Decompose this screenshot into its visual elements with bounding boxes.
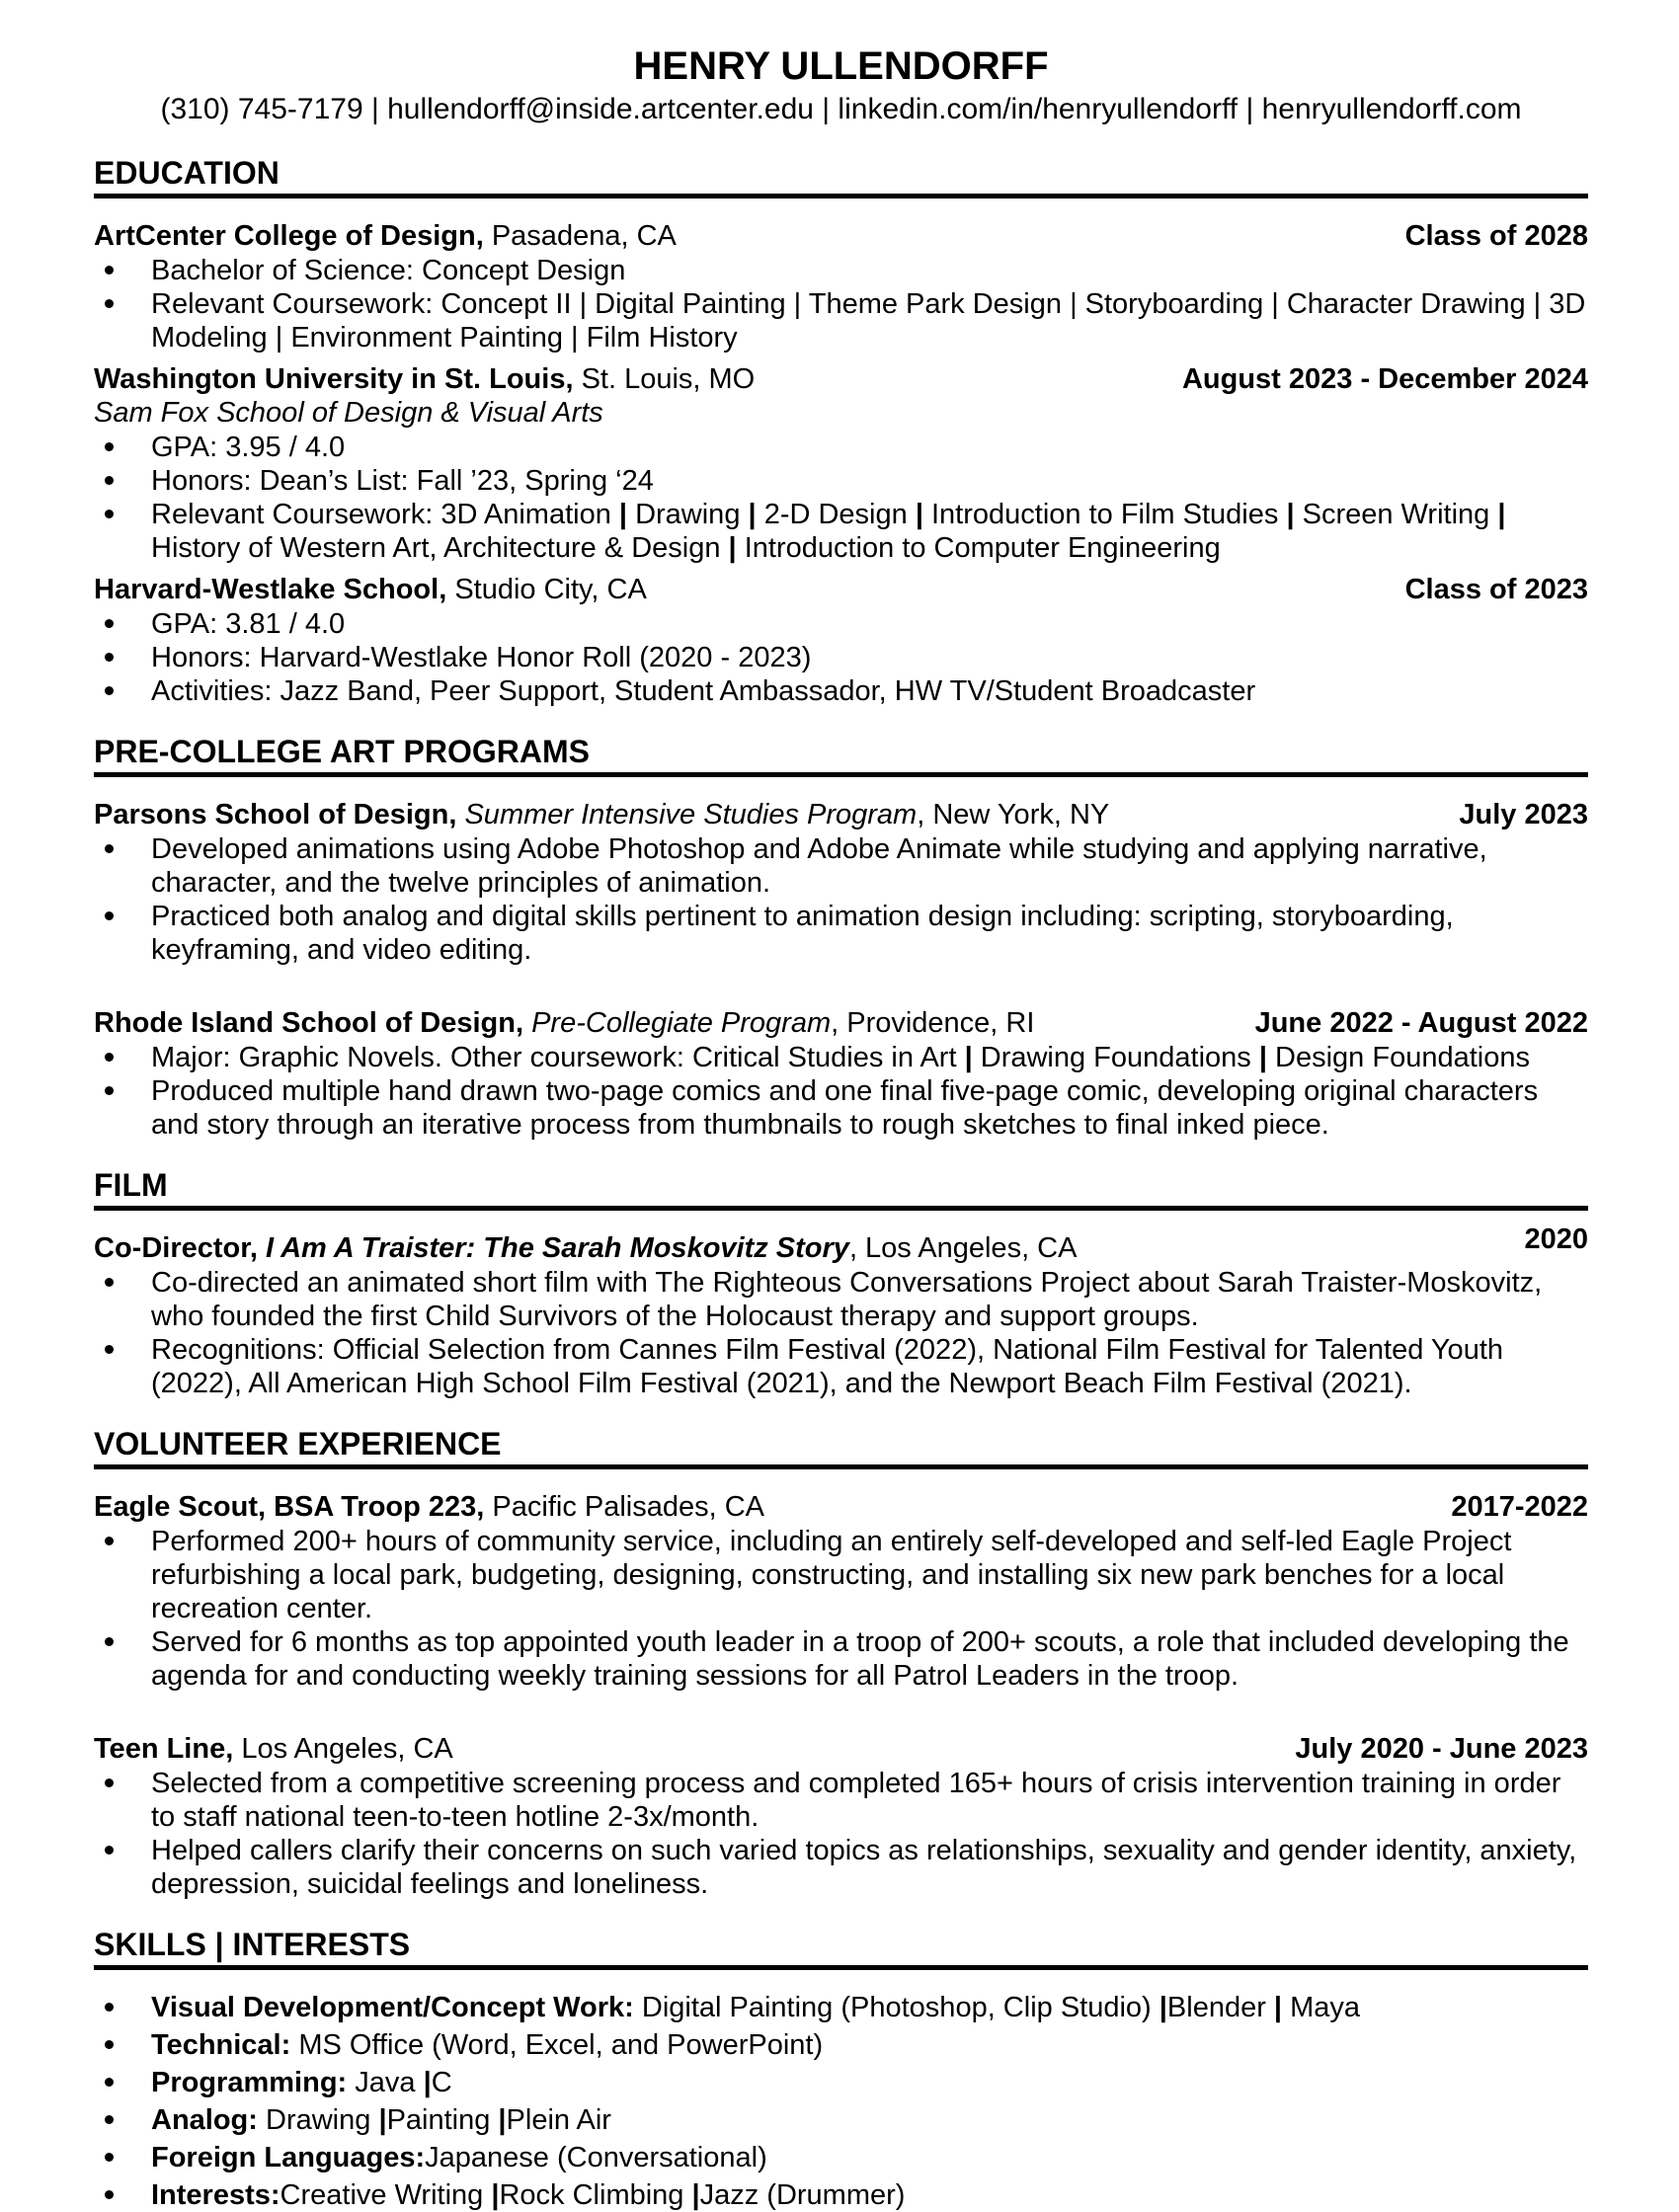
text-run [258, 1232, 266, 1264]
text-run: Introduction to Computer Engineering [736, 532, 1221, 564]
resume-entry [94, 573, 1588, 708]
bullet-list [94, 1991, 1588, 2212]
entry-heading-text [94, 1732, 1271, 1766]
bullet-item [94, 2103, 1588, 2137]
section-title-volunteer-experience: VOLUNTEER EXPERIENCE [94, 1426, 502, 1462]
text-run: Co-Director, [94, 1232, 258, 1264]
bullet-item [94, 1525, 1588, 1625]
text-run: Programming: [151, 2067, 348, 2098]
text-run: Helped callers clarify their concerns on such varied topics as relationships, sexuality and gender identity, anxiety, depression, suicidal feelings and loneliness. [151, 1835, 1577, 1900]
entry-subheading [94, 396, 1588, 430]
text-run: , Los Angeles, CA [848, 1232, 1078, 1264]
contact-line: (310) 745-7179 | hullendorff@inside.artcenter.edu | linkedin.com/in/henryullendorff | henryullendorff.com [160, 93, 1522, 125]
bullet-item [94, 1991, 1588, 2024]
text-run: Java [347, 2067, 424, 2098]
text-run: Jazz (Drummer) [699, 2179, 906, 2211]
text-run: Eagle Scout, BSA Troop 223, [94, 1491, 485, 1523]
entry-date: July 2020 - June 2023 [1295, 1733, 1588, 1765]
entry-heading [94, 362, 1588, 396]
text-run: Honors: Dean’s List: Fall ’23, Spring ‘24 [151, 465, 654, 497]
bullet-marker [105, 2078, 114, 2087]
text-run: Interests: [151, 2179, 280, 2211]
text-run: Major: Graphic Novels. Other coursework: Critical Studies in Art [151, 1042, 965, 1073]
text-run: Relevant Coursework: 3D Animation [151, 499, 619, 530]
bullet-marker [105, 510, 114, 518]
resume-entry [94, 219, 1588, 355]
text-run: Drawing Foundations [972, 1042, 1259, 1073]
text-run: 2-D Design [756, 499, 916, 530]
bullet-marker [105, 442, 114, 451]
bullet-list [94, 431, 1588, 565]
bullet-list [94, 1767, 1588, 1901]
text-run: Blender [1166, 1992, 1274, 2023]
text-run: Produced multiple hand drawn two-page comics and one final five-page comic, developing original characters and story through an iterative process from thumbnails to rough sketches to final inked piece. [151, 1075, 1539, 1141]
text-run: | [1258, 1042, 1267, 1073]
bullet-marker [105, 844, 114, 853]
text-run: Pre-Collegiate Program [531, 1007, 832, 1039]
entry-heading-text [94, 1231, 1500, 1265]
bullet-item [94, 464, 1588, 498]
resume-header [94, 44, 1588, 129]
text-run: Parsons School of Design, [94, 799, 457, 830]
bullet-item [94, 1834, 1588, 1901]
entry-date: Class of 2023 [1404, 574, 1588, 605]
text-run: , Providence, RI [831, 1007, 1035, 1039]
text-run: Developed animations using Adobe Photoshop and Adobe Animate while studying and applying narrative, character, and the twelve principles of animation. [151, 833, 1487, 899]
text-run: Activities: Jazz Band, Peer Support, Student Ambassador, HW TV/Student Broadcaster [151, 675, 1256, 707]
section-entries [94, 219, 1588, 708]
section-divider [94, 772, 1588, 777]
text-run: GPA: 3.81 / 4.0 [151, 608, 346, 640]
bullet-marker [105, 1637, 114, 1646]
text-run: Foreign Languages: [151, 2142, 426, 2173]
text-run: Sam Fox School of Design & Visual Arts [94, 397, 603, 429]
text-run: | [491, 2179, 500, 2211]
text-run: Digital Painting (Photoshop, Clip Studio) [633, 1992, 1159, 2023]
bullet-marker [105, 653, 114, 662]
text-run: St. Louis, MO [573, 363, 756, 395]
text-run: History of Western Art, Architecture & Design [151, 532, 729, 564]
text-run: | [1273, 1992, 1283, 2023]
text-run: Performed 200+ hours of community service, including an entirely self-developed and self-led Eagle Project refurbishing a local park, budgeting, designing, constructing, and installing six new park benches for a local recreation center. [151, 1526, 1512, 1624]
bullet-item [94, 287, 1588, 355]
bullet-item [94, 254, 1588, 287]
text-run: Visual Development/Concept Work: [151, 1992, 634, 2023]
text-run: Pasadena, CA [483, 220, 677, 252]
bullet-item [94, 2178, 1588, 2212]
section-entries [94, 1224, 1588, 1400]
resume-entry [94, 798, 1588, 967]
section-film [94, 1167, 1588, 1400]
bullet-list [94, 1525, 1588, 1693]
section-divider [94, 1965, 1588, 1970]
resume-entry [94, 1224, 1588, 1400]
section-entries [94, 1490, 1588, 1901]
text-run: Recognitions: Official Selection from Cannes Film Festival (2022), National Film Festival for Talented Youth (2022), All American High School Film Festival (2021), and the Newport Beach Film Festival (2021). [151, 1334, 1504, 1399]
entry-heading [94, 1732, 1588, 1766]
bullet-item [94, 641, 1588, 674]
text-run: | [964, 1042, 973, 1073]
section-entries [94, 798, 1588, 1142]
bullet-marker [105, 2003, 114, 2012]
bullet-list [94, 1041, 1588, 1142]
entry-heading-text [94, 1490, 1427, 1524]
text-run: Co-directed an animated short film with The Righteous Conversations Project about Sarah Traister-Moskovitz, who founded the first Child Survivors of the Holocaust therapy and support groups. [151, 1267, 1543, 1332]
bullet-marker [105, 1053, 114, 1062]
text-run: | [1497, 499, 1506, 530]
entry-heading-text [94, 219, 1382, 253]
text-run: I Am A Traister: The Sarah Moskovitz Story [266, 1232, 849, 1264]
entry-heading-text [94, 798, 1435, 831]
entry-heading-text [94, 1006, 1232, 1040]
resume-entry [94, 1991, 1588, 2212]
text-run: Japanese (Conversational) [425, 2142, 767, 2173]
bullet-marker [105, 476, 114, 485]
bullet-item [94, 2066, 1588, 2099]
entry-heading [94, 219, 1588, 253]
section-pre-college-art-programs [94, 734, 1588, 1142]
resume-entry [94, 1006, 1588, 1142]
text-run: Creative Writing [280, 2179, 492, 2211]
bullet-marker [105, 2040, 114, 2049]
text-run: Harvard-Westlake School, [94, 574, 447, 605]
text-run: Relevant Coursework: Concept II | Digital Painting | Theme Park Design | Storyboarding | Character Drawing | 3D Modeling | Environment Painting | Film History [151, 288, 1586, 354]
bullet-item [94, 832, 1588, 900]
section-divider [94, 1206, 1588, 1211]
text-run: Introduction to Film Studies [922, 499, 1287, 530]
text-run: MS Office (Word, Excel, and PowerPoint) [290, 2029, 824, 2061]
text-run: Teen Line, [94, 1733, 234, 1765]
bullet-marker [105, 1278, 114, 1287]
text-run: ArtCenter College of Design, [94, 220, 484, 252]
bullet-item [94, 1333, 1588, 1400]
section-title-education: EDUCATION [94, 155, 280, 191]
bullet-item [94, 1041, 1588, 1074]
bullet-item [94, 607, 1588, 641]
bullet-item [94, 674, 1588, 708]
text-run: | [728, 532, 737, 564]
bullet-list [94, 254, 1588, 355]
entry-date: June 2022 - August 2022 [1254, 1007, 1588, 1039]
text-run: Studio City, CA [446, 574, 647, 605]
text-run: Maya [1282, 1992, 1361, 2023]
section-title-pre-college-art-programs: PRE-COLLEGE ART PROGRAMS [94, 734, 590, 769]
section-divider [94, 1464, 1588, 1469]
bullet-list [94, 607, 1588, 708]
entry-heading [94, 1006, 1588, 1040]
bullet-marker [105, 299, 114, 308]
resume-entry [94, 362, 1588, 565]
bullet-item [94, 1767, 1588, 1834]
text-run: GPA: 3.95 / 4.0 [151, 432, 346, 463]
text-run: | [618, 499, 628, 530]
bullet-marker [105, 2115, 114, 2124]
entry-date: 2020 [1524, 1224, 1588, 1255]
bullet-item [94, 431, 1588, 464]
bullet-item [94, 1266, 1588, 1333]
bullet-item [94, 498, 1588, 565]
section-skills-interests [94, 1927, 1588, 2212]
text-run: Los Angeles, CA [233, 1733, 453, 1765]
text-run [523, 1007, 531, 1039]
text-run: | [378, 2104, 387, 2136]
section-entries [94, 1991, 1588, 2212]
text-run: Analog: [151, 2104, 258, 2136]
text-run: Design Foundations [1266, 1042, 1530, 1073]
text-run: Drawing [627, 499, 749, 530]
bullet-marker [105, 911, 114, 920]
bullet-item [94, 1074, 1588, 1142]
section-title-skills-interests: SKILLS | INTERESTS [94, 1927, 411, 1962]
text-run: Washington University in St. Louis, [94, 363, 574, 395]
text-run: Screen Writing [1294, 499, 1498, 530]
text-run: Bachelor of Science: Concept Design [151, 255, 626, 286]
bullet-item [94, 900, 1588, 967]
text-run: Selected from a competitive screening process and completed 165+ hours of crisis intervention training in order to staff national teen-to-teen hotline 2-3x/month. [151, 1768, 1561, 1833]
section-title-film: FILM [94, 1167, 168, 1203]
bullet-item [94, 2141, 1588, 2174]
text-run: | [1286, 499, 1295, 530]
text-run: Plein Air [506, 2104, 611, 2136]
bullet-list [94, 1266, 1588, 1400]
entry-heading-text [94, 362, 1159, 396]
text-run: Honors: Harvard-Westlake Honor Roll (2020 - 2023) [151, 642, 812, 673]
person-name: HENRY ULLENDORFF [633, 44, 1049, 88]
entry-heading [94, 1490, 1588, 1524]
bullet-marker [105, 2153, 114, 2162]
bullet-marker [105, 686, 114, 695]
text-run: Pacific Palisades, CA [484, 1491, 765, 1523]
resume-entry [94, 1490, 1588, 1693]
bullet-marker [105, 1537, 114, 1545]
entry-date: August 2023 - December 2024 [1181, 363, 1588, 395]
entry-date: Class of 2028 [1404, 220, 1588, 252]
text-run: | [691, 2179, 700, 2211]
entry-heading [94, 798, 1588, 831]
bullet-marker [105, 1086, 114, 1095]
text-run: | [423, 2067, 432, 2098]
bullet-marker [105, 1345, 114, 1354]
resume-entry [94, 1732, 1588, 1901]
text-run: Served for 6 months as top appointed youth leader in a troop of 200+ scouts, a role that included developing the agenda for and conducting weekly training sessions for all Patrol Leaders in the troop. [151, 1626, 1569, 1692]
text-run: Technical: [151, 2029, 291, 2061]
bullet-marker [105, 2190, 114, 2199]
entry-date: July 2023 [1459, 799, 1588, 830]
section-volunteer-experience [94, 1426, 1588, 1901]
text-run: Rock Climbing [499, 2179, 692, 2211]
entry-heading-text [94, 573, 1382, 606]
text-run: Drawing [257, 2104, 379, 2136]
text-run: | [748, 499, 757, 530]
bullet-marker [105, 1778, 114, 1787]
bullet-marker [105, 619, 114, 628]
text-run: | [1159, 1992, 1167, 2023]
bullet-marker [105, 266, 114, 275]
text-run: , New York, NY [917, 799, 1110, 830]
text-run: | [915, 499, 923, 530]
text-run: C [431, 2067, 452, 2098]
text-run: | [498, 2104, 507, 2136]
bullet-marker [105, 1846, 114, 1855]
text-run: Summer Intensive Studies Program [464, 799, 918, 830]
entry-date: 2017-2022 [1451, 1491, 1588, 1523]
entry-heading [94, 573, 1588, 606]
text-run: Practiced both analog and digital skills pertinent to animation design including: scripting, storyboarding, keyframing, and video editing. [151, 901, 1454, 966]
bullet-list [94, 832, 1588, 967]
section-divider [94, 194, 1588, 198]
bullet-item [94, 1625, 1588, 1693]
text-run: Painting [386, 2104, 499, 2136]
text-run: Rhode Island School of Design, [94, 1007, 524, 1039]
bullet-item [94, 2028, 1588, 2062]
entry-heading [94, 1224, 1588, 1265]
section-education [94, 155, 1588, 708]
